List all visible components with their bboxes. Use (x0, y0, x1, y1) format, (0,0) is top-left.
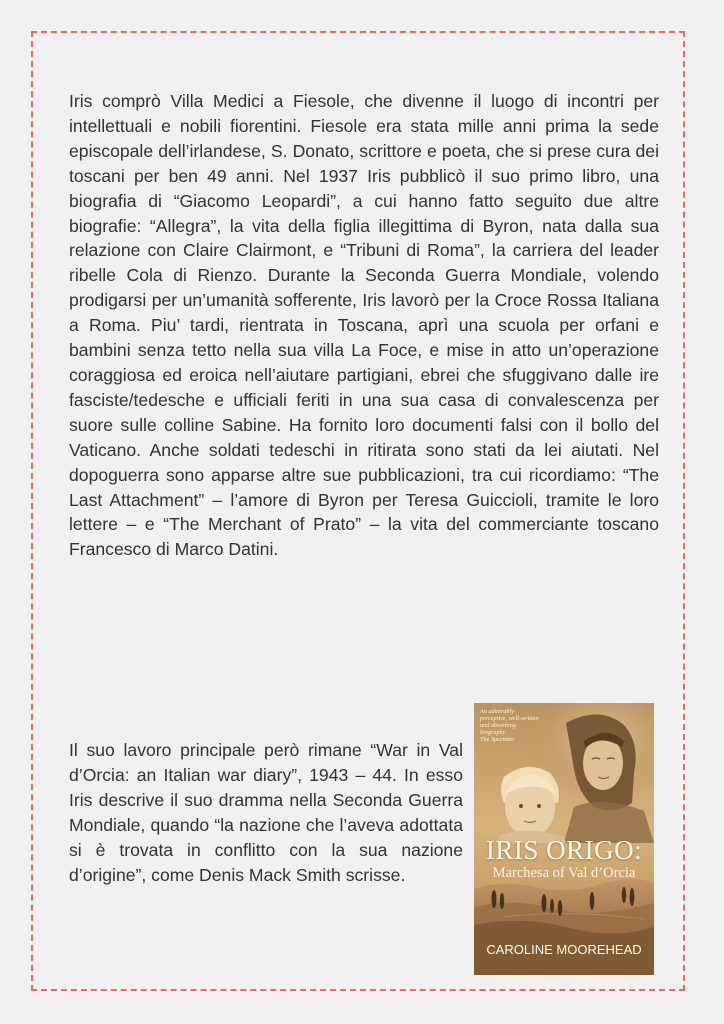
body-paragraph-1: Iris comprò Villa Medici a Fiesole, che divenne il luogo di incontri per intellettuali e nobili fiorentini. Fiesole era stata mille anni prima la sede episcopale dell’irlandese, S. Donato, scrittore e poeta, che si prese cura dei toscani per ben 49 anni. Nel 1937 Iris pubblicò il suo primo libro, una biografia di “Giacomo Leopardi”, a cui hanno fatto seguito due altre biografie: “Allegra”, la vita della figlia illegittima di Byron, nata dalla sua relazione con Claire Clairmont, e “Tribuni di Roma”, la carriera del leader ribelle Cola di Rienzo. Durante la Seconda Guerra Mondiale, volendo prodigarsi per un’umanità sofferente, Iris lavorò per la Croce Rossa Italiana a Roma. Piu’ tardi, rientrata in Toscana, aprì una scuola per orfani e bambini senza tetto nella sua villa La Foce, e mise in atto un’operazione coraggiosa ed eroica nell’aiutare partigiani, ebrei che sfuggivano dalle ire fasciste/tedesche e ufficiali feriti in una sua casa di convalescenza per suore sulle colline Sabine. Ha fornito loro documenti falsi con il bollo del Vaticano. Anche soldati tedeschi in ritirata sono stati da lei aiutati. Nel dopoguerra sono apparse altre sue pubblicazioni, tra cui ricordiamo: “The Last Attachment” – l’amore di Byron per Teresa Guiccioli, tramite le loro lettere – e “The Merchant of Prato” – la vita del commerciante toscano Francesco di Marco Datini. (69, 91, 659, 560)
cover-quote-source: The Spectator (480, 736, 515, 743)
cover-author: CAROLINE MOOREHEAD (486, 942, 642, 957)
cover-quote-text: An admirably perceptive, well-written and absorbing biography (480, 708, 539, 736)
book-cover-image (474, 703, 654, 975)
cover-title: IRIS ORIGO: (485, 835, 643, 865)
cover-subtitle: Marchesa of Val d’Orcia (492, 865, 636, 881)
cover-review-quote (480, 708, 542, 743)
body-paragraph-2: Il suo lavoro principale però rimane “War in Val d’Orcia: an Italian war diary”, 1943 – 44. In esso Iris descrive il suo dramma nella Seconda Guerra Mondiale, quando “la nazione che l’aveva adottata si è trovata in conflitto con la sua nazione d’origine”, come Denis Mack Smith scrisse. (69, 740, 463, 885)
